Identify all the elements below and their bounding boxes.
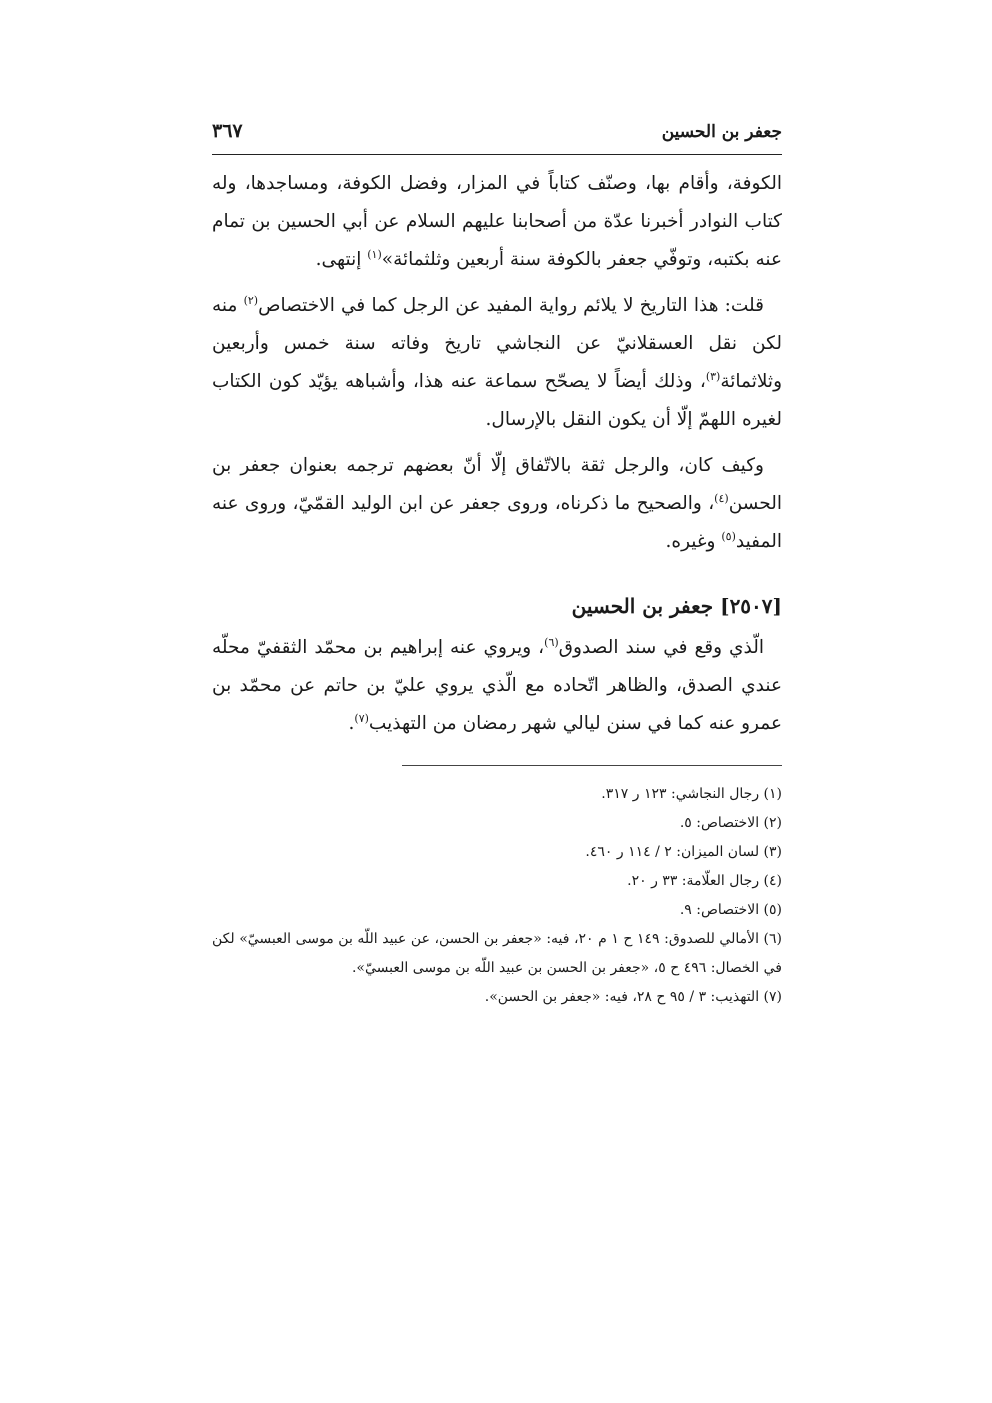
entry-paragraph-end: . (348, 713, 355, 734)
footnote-ref-4[interactable]: (٤) (714, 491, 729, 505)
footnote-ref-3[interactable]: (٣) (705, 369, 721, 383)
running-header (212, 120, 782, 155)
paragraph-2-text-a: قلت: هذا التاريخ لا يلائم رواية المفيد عن الرجل كما في الاختصاص (258, 295, 764, 316)
paragraph-3-text-b: ، والصحيح ما ذكرناه، وروى جعفر عن ابن الوليد القمّيّ، وروى عنه المفيد (212, 493, 782, 552)
footnote-ref-2[interactable]: (٢) (243, 293, 259, 307)
paragraph-2-text-c: ، وذلك أيضاً لا يصحّح سماعة عنه هذا، وأشباهه يؤيّد كون الكتاب لغيره اللهمّ إلّا أن يكون النقل بالإرسال. (212, 371, 782, 430)
footnote-7: (٧) التهذيب: ٣ / ٩٥ ح ٢٨، فيه: «جعفر بن الحسن». (484, 989, 782, 1005)
paragraph-1-tail: إنتهى. (315, 249, 368, 270)
footnote-ref-6[interactable]: (٦) (544, 635, 559, 649)
paragraph-3-text-a: وكيف كان، والرجل ثقة بالاتّفاق إلّا أنّ بعضهم ترجمه بعنوان جعفر بن الحسن (212, 455, 782, 514)
footnotes (212, 780, 782, 1012)
entry-heading: [٢٥٠٧] جعفر بن الحسين (571, 594, 782, 618)
footnote-4: (٤) رجال العلّامة: ٣٣ ر ٢٠. (627, 873, 782, 889)
footnote-ref-5[interactable]: (٥) (721, 529, 736, 543)
body-text (212, 165, 782, 743)
paragraph-3-text-c: وغيره. (665, 531, 722, 552)
entry-paragraph-text-b: ، ويروي عنه إبراهيم بن محمّد الثقفيّ محلّه عندي الصدق، والظاهر اتّحاده مع الّذي يروي عليّ بن حاتم عن محمّد بن عمرو عنه كما في سنن ليالي شهر رمضان من التهذيب (212, 637, 782, 734)
footnote-ref-1[interactable]: (١) (367, 247, 382, 261)
paragraph-3 (212, 447, 782, 561)
paragraph-2 (212, 287, 782, 439)
book-page (212, 120, 782, 1012)
paragraph-2-text-b: منه لكن نقل العسقلانيّ عن النجاشي تاريخ وفاته سنة خمس وأربعين وثلاثمائة (212, 295, 782, 392)
footnote-ref-7[interactable]: (٧) (354, 711, 369, 725)
footnote-divider (402, 765, 782, 766)
footnote-6: (٦) الأمالي للصدوق: ١٤٩ ح ١ م ٢٠، فيه: «جعفر بن الحسن، عن عبيد اللّه بن موسى العبسيّ» لكن في الخصال: ٤٩٦ ح ٥، «جعفر بن الحسن بن عبيد اللّه بن موسى العبسيّ». (212, 931, 782, 976)
footnote-5: (٥) الاختصاص: ٩. (679, 902, 782, 918)
footnote-2: (٢) الاختصاص: ٥. (679, 815, 782, 831)
paragraph-1-text: الكوفة، وأقام بها، وصنّف كتاباً في المزار، وفضل الكوفة، ومساجدها، وله كتاب النوادر أخبرنا عدّة من أصحابنا عليهم السلام عن أبي الحسين بن تمام عنه بكتبه، وتوفّي جعفر بالكوفة سنة أربعين وثلثمائة» (212, 173, 782, 270)
running-title: جعفر بن الحسين (661, 122, 782, 142)
entry-paragraph (212, 629, 782, 743)
footnote-3: (٣) لسان الميزان: ٢ / ١١٤ ر ٤٦٠. (585, 844, 782, 860)
entry-paragraph-text-a: الّذي وقع في سند الصدوق (558, 637, 765, 658)
footnote-1: (١) رجال النجاشي: ١٢٣ ر ٣١٧. (601, 786, 782, 802)
paragraph-1 (212, 165, 782, 279)
page-number: ٣٦٧ (212, 120, 243, 142)
